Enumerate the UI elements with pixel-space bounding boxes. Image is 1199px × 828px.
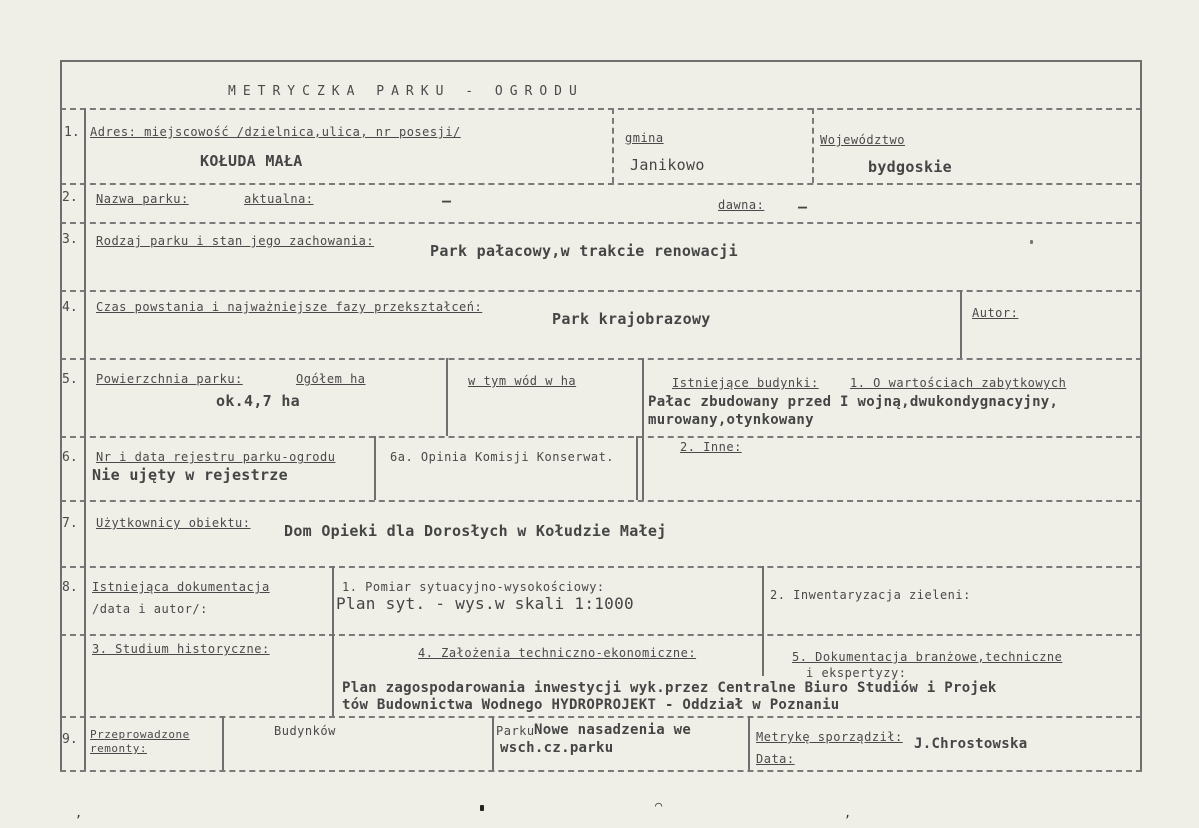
- row-number-8: 8.: [62, 580, 78, 595]
- prepared-by-value: J.Chrostowska: [914, 736, 1028, 752]
- date-label: Data:: [756, 752, 795, 766]
- row-number-9: 9.: [62, 732, 78, 747]
- rule-row5-b: [642, 358, 644, 500]
- other-buildings-label: 2. Inne:: [680, 440, 742, 454]
- rule-row6-b: [636, 436, 638, 500]
- historical-study-label: 3. Studium historyczne:: [92, 642, 270, 656]
- gmina-label: gmina: [625, 131, 664, 145]
- ink-speck: [1030, 240, 1033, 244]
- voivodeship-label: Województwo: [820, 133, 905, 147]
- creation-time-value: Park krajobrazowy: [552, 310, 711, 328]
- users-value: Dom Opieki dla Dorosłych w Kołudzie Małej: [284, 522, 667, 540]
- total-area-label: Ogółem ha: [296, 372, 366, 386]
- monument-buildings-value-line1: Pałac zbudowany przed I wojną,dwukondygnacyjny,: [648, 394, 1059, 410]
- survey-value: Plan syt. - wys.w skali 1:1000: [336, 594, 634, 613]
- users-label: Użytkownicy obiektu:: [96, 516, 251, 530]
- rule-after-row3: [60, 290, 1142, 292]
- rule-row8-a: [332, 566, 334, 716]
- rule-number-column: [84, 108, 86, 770]
- rule-row9-c: [748, 716, 750, 770]
- rule-row9-b: [492, 716, 494, 770]
- row-number-2: 2.: [62, 190, 78, 205]
- park-type-label: Rodzaj parku i stan jego zachowania:: [96, 234, 375, 248]
- total-area-value: ok.4,7 ha: [216, 392, 300, 410]
- documentation-label-line1: Istniejąca dokumentacja: [92, 580, 270, 594]
- expert-docs-label-line1: 5. Dokumentacja branżowe,techniczne: [792, 650, 1063, 664]
- rule-row4: [960, 290, 962, 358]
- register-label: Nr i data rejestru parku-ogrodu: [96, 450, 336, 464]
- conservation-opinion-label: 6a. Opinia Komisji Konserwat.: [390, 450, 615, 464]
- row-number-1: 1.: [64, 125, 80, 140]
- monument-buildings-value-line2: murowany,otynkowany: [648, 412, 814, 428]
- park-name-label: Nazwa parku:: [96, 192, 189, 206]
- voivodeship-value: bydgoskie: [868, 158, 952, 176]
- rule-row9-a: [222, 716, 224, 770]
- rule-row8-mid: [60, 634, 1142, 636]
- rule-after-title: [60, 108, 1142, 110]
- documentation-label-line2: /data i autor/:: [92, 602, 208, 616]
- rule-bottom: [60, 770, 1142, 772]
- scan-mark: ,: [75, 806, 83, 820]
- row-number-4: 4.: [62, 300, 78, 315]
- buildings-label: Istniejące budynki:: [672, 376, 819, 390]
- creation-time-label: Czas powstania i najważniejsze fazy przekształceń:: [96, 300, 483, 314]
- register-value: Nie ujęty w rejestrze: [92, 466, 288, 484]
- rule-left: [60, 60, 62, 770]
- rule-after-row7: [60, 566, 1142, 568]
- greenery-inventory-label: 2. Inwentaryzacja zieleni:: [770, 588, 971, 602]
- author-label: Autor:: [972, 306, 1019, 320]
- card-title: METRYCZKA PARKU - OGRODU: [228, 84, 584, 99]
- renovations-label-line1: Przeprowadzone: [90, 728, 190, 741]
- rule-after-row1: [60, 183, 1142, 185]
- rule-top: [60, 60, 1142, 62]
- rule-right: [1140, 60, 1142, 770]
- rule-after-row6: [60, 500, 1142, 502]
- expert-docs-label-line2: i ekspertyzy:: [806, 666, 907, 680]
- scan-mark: ⌒: [655, 798, 663, 812]
- rule-after-row2: [60, 222, 1142, 224]
- row-number-3: 3.: [62, 232, 78, 247]
- development-plan-line1: Plan zagospodarowania inwestycji wyk.przez Centralne Biuro Studiów i Projek: [342, 680, 997, 696]
- ink-speck: [480, 805, 484, 811]
- address-value: KOŁUDA MAŁA: [200, 152, 303, 170]
- rule-row6-a: [374, 436, 376, 500]
- current-name-label: aktualna:: [244, 192, 314, 206]
- scan-mark: ,: [844, 806, 852, 820]
- park-renovation-value-line1: Nowe nasadzenia we: [534, 722, 692, 738]
- water-area-label: w tym wód w ha: [468, 374, 577, 388]
- row-number-7: 7.: [62, 516, 78, 531]
- rule-after-row5: [60, 436, 1142, 438]
- former-name-value: —: [798, 198, 808, 216]
- address-label: Adres: miejscowość /dzielnica,ulica, nr posesji/: [90, 125, 461, 139]
- row-number-6: 6.: [62, 450, 78, 465]
- rule-row8-b: [762, 566, 764, 676]
- gmina-value: Janikowo: [630, 156, 705, 174]
- development-plan-line2: tów Budownictwa Wodnego HYDROPROJEKT - Oddział w Poznaniu: [342, 697, 840, 713]
- rule-row1-b: [812, 108, 814, 183]
- park-renovation-label: Parku: [496, 724, 535, 738]
- prepared-by-label: Metrykę sporządził:: [756, 730, 903, 744]
- rule-row5-a: [446, 358, 448, 436]
- park-area-label: Powierzchnia parku:: [96, 372, 243, 386]
- rule-row1-a: [612, 108, 614, 183]
- buildings-renovation-label: Budynków: [274, 724, 336, 738]
- survey-label: 1. Pomiar sytuacyjno-wysokościowy:: [342, 580, 605, 594]
- rule-after-row4: [60, 358, 1142, 360]
- current-name-value: —: [442, 192, 452, 210]
- park-renovation-value-line2: wsch.cz.parku: [500, 740, 614, 756]
- monument-buildings-label: 1. O wartościach zabytkowych: [850, 376, 1067, 390]
- row-number-5: 5.: [62, 372, 78, 387]
- park-type-value: Park pałacowy,w trakcie renowacji: [430, 242, 738, 260]
- renovations-label-line2: remonty:: [90, 742, 147, 755]
- technical-assumptions-label: 4. Założenia techniczno-ekonomiczne:: [418, 646, 697, 660]
- former-name-label: dawna:: [718, 198, 765, 212]
